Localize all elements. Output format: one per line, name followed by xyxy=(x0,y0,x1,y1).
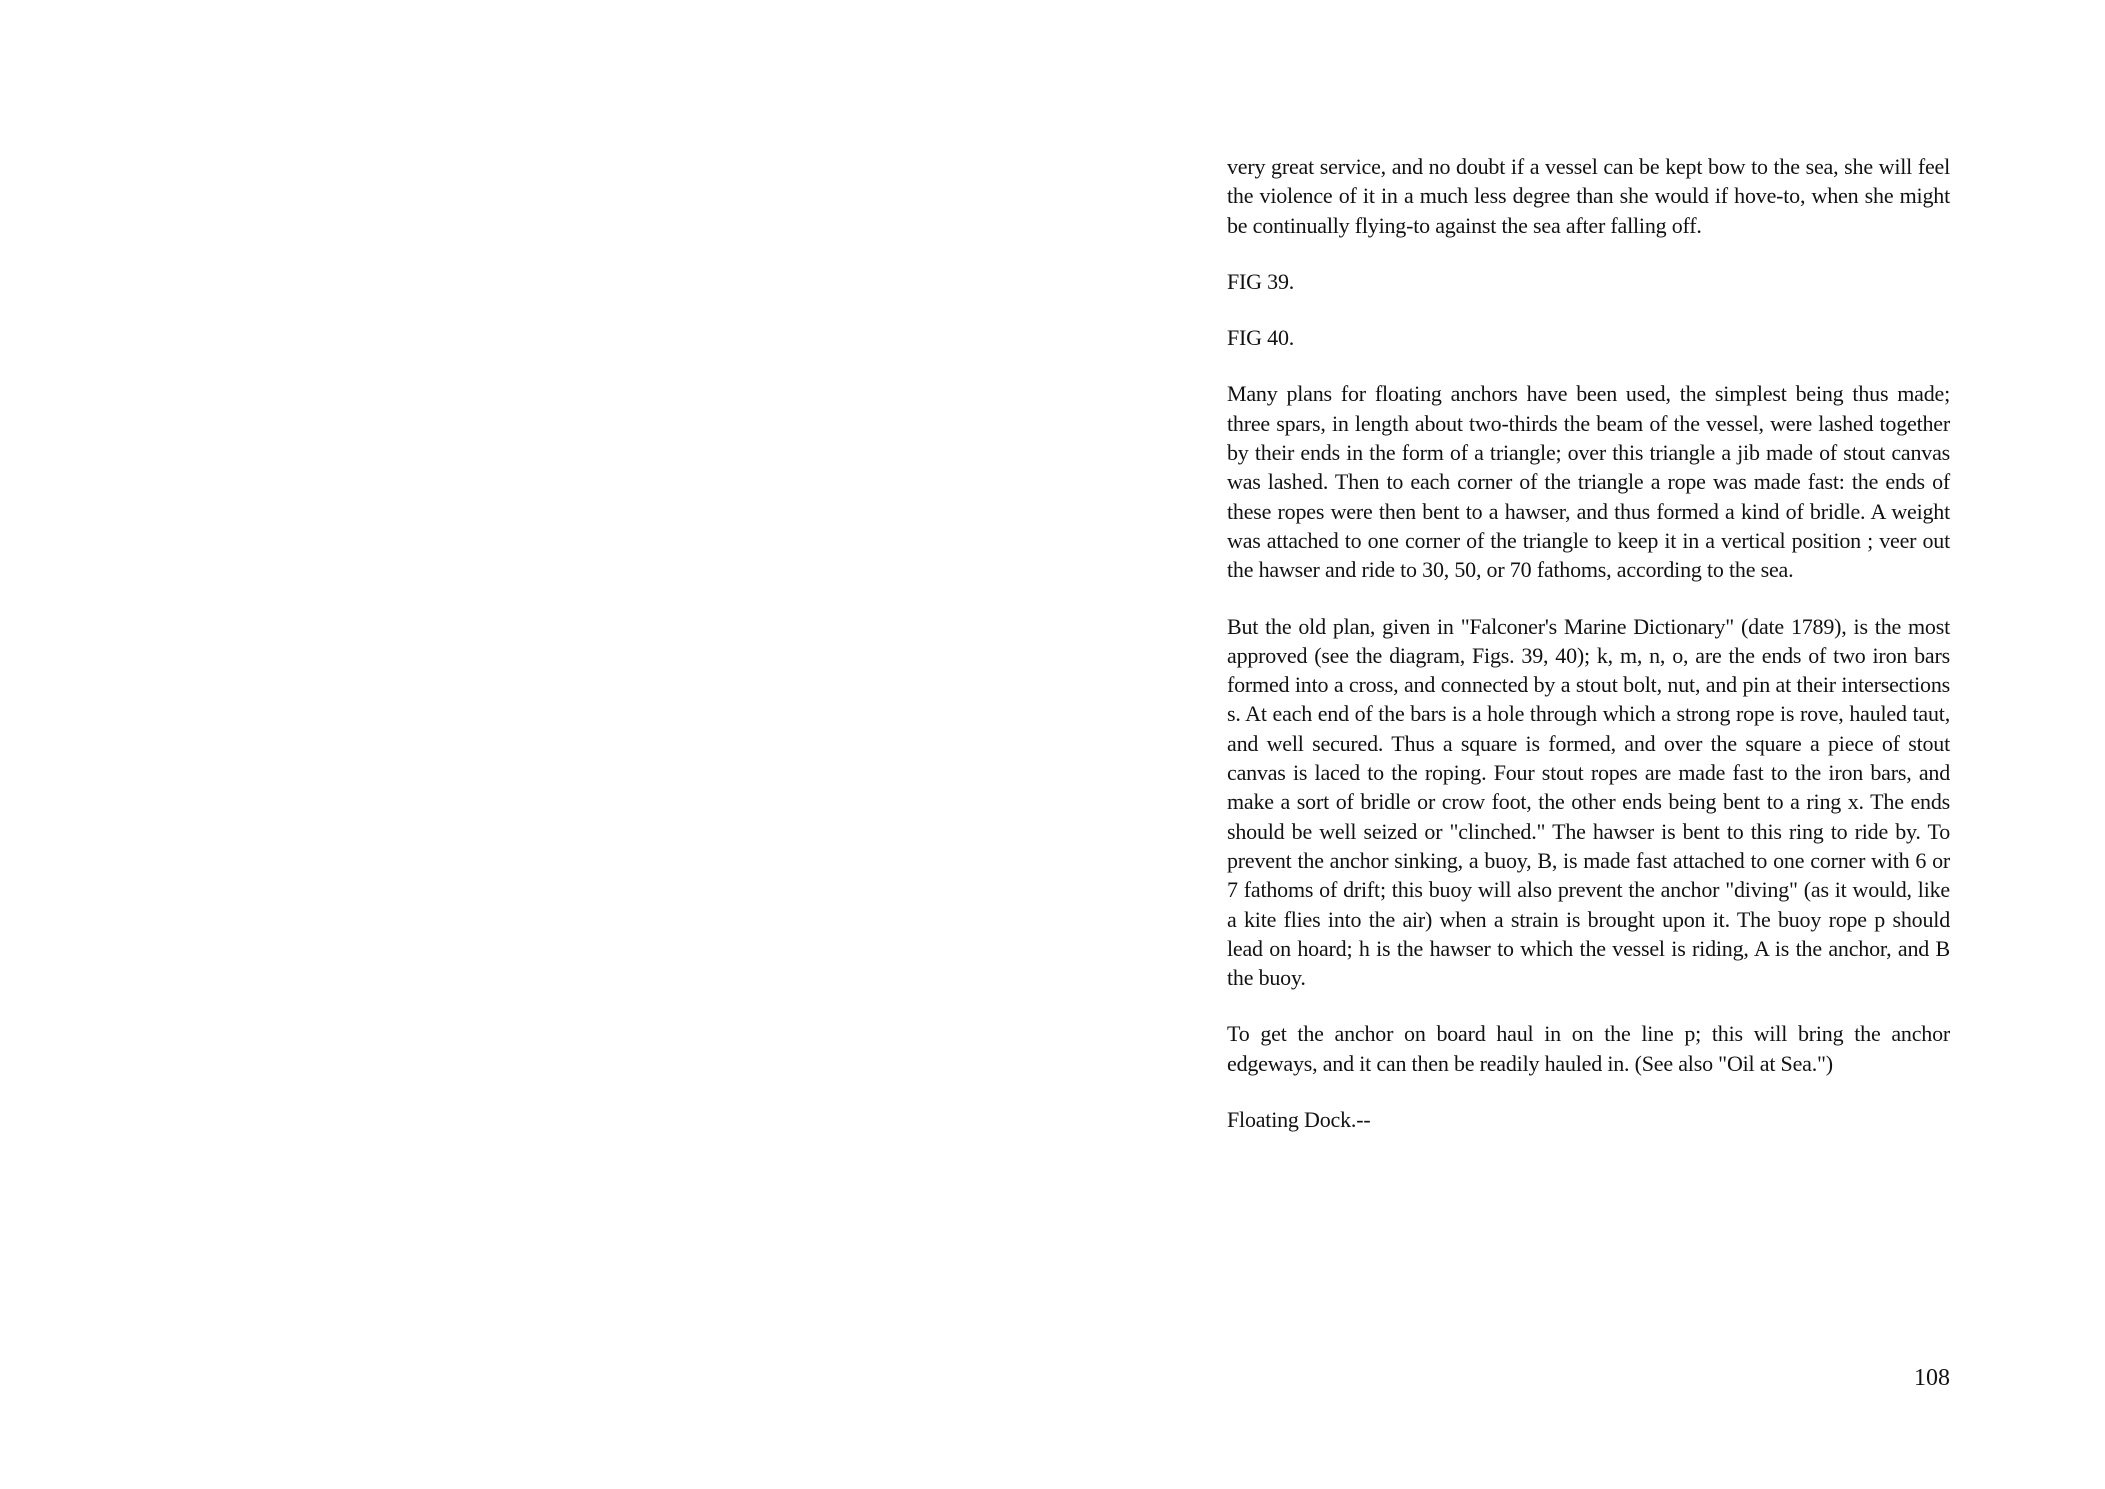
figure-caption-fig40: FIG 40. xyxy=(1227,325,1295,351)
page-number: 108 xyxy=(1914,1365,1950,1391)
body-paragraph: very great service, and no doubt if a vessel can be kept bow to the sea, she will feel the violence of it in a much less degree than she would if hove-to, when she might be continually flying-to against the sea after falling off. xyxy=(1227,154,1950,238)
body-paragraph: Many plans for floating anchors have been used, the simplest being thus made; three spars, in length about two-thirds the beam of the vessel, were lashed together by their ends in the form of a triangle; over this triangle a jib made of stout canvas was lashed. Then to each corner of the triangle a rope was made fast: the ends of these ropes were then bent to a hawser, and thus formed a kind of bridle. A weight was attached to one corner of the triangle to keep it in a vertical position ; veer out the hawser and ride to 30, 50, or 70 fathoms, according to the sea. xyxy=(1227,381,1950,583)
body-paragraph: But the old plan, given in "Falconer's Marine Dictionary" (date 1789), is the most approved (see the diagram, Figs. 39, 40); k, m, n, o, are the ends of two iron bars formed into a cross, and connected by a stout bolt, nut, and pin at their intersections s. At each end of the bars is a hole through which a strong rope is rove, hauled taut, and well secured. Thus a square is formed, and over the square a piece of stout canvas is laced to the roping. Four stout ropes are made fast to the iron bars, and make a sort of bridle or crow foot, the other ends being bent to a ring x. The ends should be well seized or "clinched." The hawser is bent to this ring to ride by. To prevent the anchor sinking, a buoy, B, is made fast attached to one corner with 6 or 7 fathoms of drift; this buoy will also prevent the anchor "diving" (as it would, like a kite flies into the air) when a strain is brought upon it. The buoy rope p should lead on hoard; h is the hawser to which the vessel is riding, A is the anchor, and B the buoy. xyxy=(1227,613,1950,991)
text-column xyxy=(1227,152,1950,1161)
body-paragraph: To get the anchor on board haul in on the line p; this will bring the anchor edgeways, and it can then be readily hauled in. (See also "Oil at Sea.") xyxy=(1227,1021,1950,1076)
figure-caption-fig39: FIG 39. xyxy=(1227,268,1295,294)
section-heading-floating-dock: Floating Dock.-- xyxy=(1227,1107,1371,1133)
